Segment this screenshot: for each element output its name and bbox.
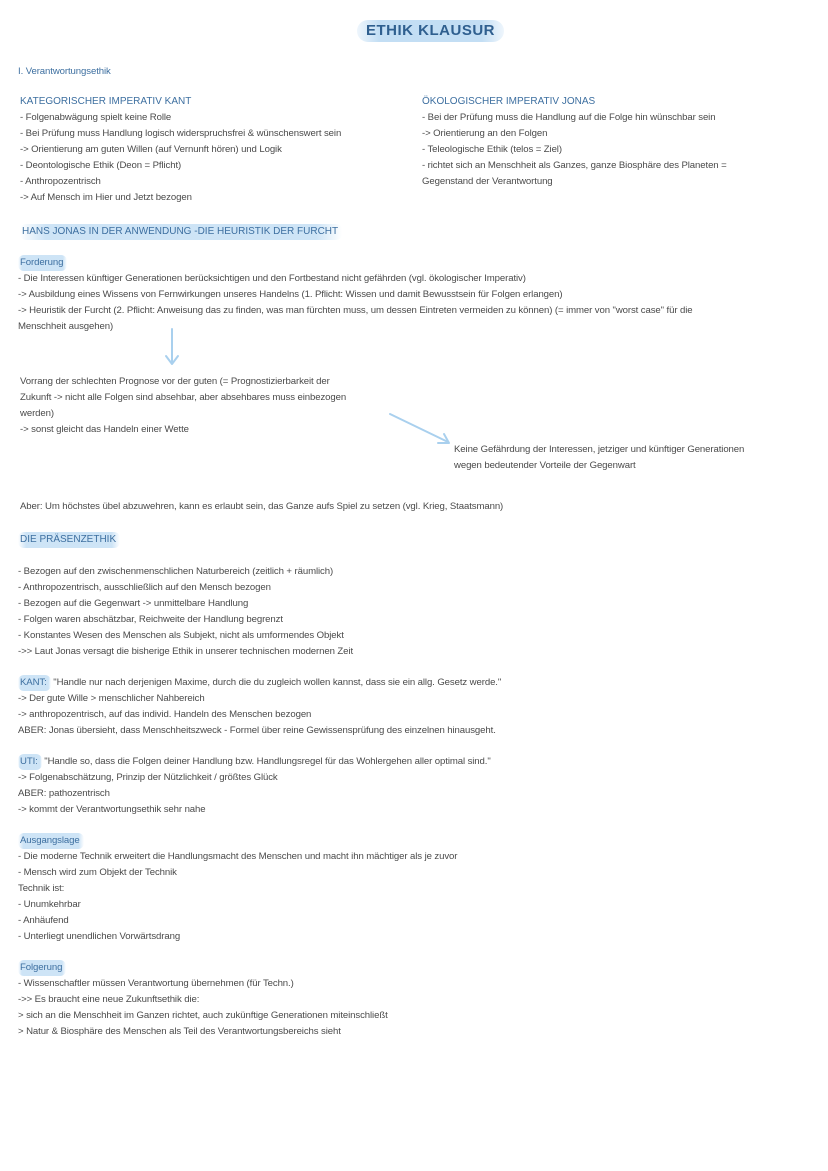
uti-line: -> Folgenabschätzung, Prinzip der Nützlichkeit / größtes Glück (18, 772, 278, 783)
anwendung-heading-text: HANS JONAS IN DER ANWENDUNG -DIE HEURISTIK DER FURCHT (20, 224, 342, 240)
kant-line: - Anthropozentrisch (20, 176, 101, 187)
forderung-line: -> Ausbildung eines Wissens von Fernwirkungen unseres Handelns (1. Pflicht: Wissen und damit Bewusstsein für Folgen erlangen) (18, 289, 563, 300)
forderung-line: Menschheit ausgehen) (18, 321, 114, 332)
jonas-line: Gegenstand der Verantwortung (422, 176, 553, 187)
ausgangslage-line: - Anhäufend (18, 915, 69, 926)
anwendung-heading (20, 224, 342, 240)
forderung-line: - Die Interessen künftiger Generationen berücksichtigen und den Fortbestand nicht gefährden (vgl. ökologischer Imperativ) (18, 273, 526, 284)
praesenz-line: - Anthropozentrisch, ausschließlich auf den Mensch bezogen (18, 582, 271, 593)
folgerung-line: > Natur & Biosphäre des Menschen als Teil des Verantwortungsbereichs sieht (18, 1026, 341, 1037)
jonas-line: -> Orientierung an den Folgen (422, 128, 548, 139)
forderung-heading-text: Forderung (18, 255, 67, 271)
folgerung-line: - Wissenschaftler müssen Verantwortung übernehmen (für Techn.) (18, 978, 294, 989)
folgerung-heading-text: Folgerung (18, 960, 66, 976)
praesenz-heading-text: DIE PRÄSENZETHIK (18, 532, 120, 548)
praesenz-line: - Bezogen auf die Gegenwart -> unmittelbare Handlung (18, 598, 249, 609)
keine-line: Keine Gefährdung der Interessen, jetziger und künftiger Generationen (454, 444, 745, 455)
ausgangslage-line: - Unumkehrbar (18, 899, 81, 910)
uti-label: UTI: (18, 754, 42, 770)
kant-line: -> Orientierung am guten Willen (auf Vernunft hören) und Logik (20, 144, 282, 155)
praesenz-line: - Folgen waren abschätzbar, Reichweite der Handlung begrenzt (18, 614, 283, 625)
kant2-line: -> anthropozentrisch, auf das individ. Handeln des Menschen bezogen (18, 709, 312, 720)
ausgangslage-line: - Die moderne Technik erweitert die Handlungsmacht des Menschen und macht ihn mächtiger als je zuvor (18, 851, 458, 862)
uti-quote: "Handle so, dass die Folgen deiner Handlung bzw. Handlungsregel für das Wohlergehen aller optimal sind." (41, 756, 491, 767)
kant-line: - Folgenabwägung spielt keine Rolle (20, 112, 172, 123)
ausgangslage-line: - Mensch wird zum Objekt der Technik (18, 867, 177, 878)
jonas-line: - Teleologische Ethik (telos = Ziel) (422, 144, 562, 155)
kant2-quote: "Handle nur nach derjenigen Maxime, durch die du zugleich wollen kannst, dass sie ein allg. Gesetz werde." (50, 677, 502, 688)
jonas-line: - Bei der Prüfung muss die Handlung auf die Folge hin wünschbar sein (422, 112, 716, 123)
kant-line: - Deontologische Ethik (Deon = Pflicht) (20, 160, 182, 171)
aber-line: Aber: Um höchstes übel abzuwehren, kann es erlaubt sein, das Ganze aufs Spiel zu setzen (vgl. Krieg, Staatsmann) (20, 501, 504, 512)
diagonal-arrow-icon (386, 408, 456, 448)
vorrang-line: werden) (20, 408, 54, 419)
uti-line: -> kommt der Verantwortungsethik sehr nahe (18, 804, 206, 815)
folgerung-line: ->> Es braucht eine neue Zukunftsethik die: (18, 994, 200, 1005)
page-title: ETHIK KLAUSUR (357, 20, 504, 42)
kant-heading: KATEGORISCHER IMPERATIV KANT (20, 96, 192, 107)
praesenz-line: ->> Laut Jonas versagt die bisherige Ethik in unserer technischen modernen Zeit (18, 646, 354, 657)
ausgangslage-line: Technik ist: (18, 883, 65, 894)
folgerung-line: > sich an die Menschheit im Ganzen richtet, auch zukünftige Generationen miteinschließt (18, 1010, 388, 1021)
vorrang-line: Zukunft -> nicht alle Folgen sind absehbar, aber absehbares muss einbezogen (20, 392, 347, 403)
forderung-line: -> Heuristik der Furcht (2. Pflicht: Anweisung das zu finden, was man fürchten muss, um dessen Eintreten vermeiden zu können) (= immer von "worst case" für die (18, 305, 693, 316)
uti-line: ABER: pathozentrisch (18, 788, 110, 799)
kant2-quote-line (18, 675, 501, 691)
kant2-line: -> Der gute Wille > menschlicher Nahbereich (18, 693, 205, 704)
folgerung-heading (18, 960, 66, 976)
kant2-line: ABER: Jonas übersieht, dass Menschheitszweck - Formel über reine Gewissensprüfung des einzelnen hinausgeht. (18, 725, 496, 736)
keine-line: wegen bedeutender Vorteile der Gegenwart (454, 460, 636, 471)
praesenz-heading (18, 532, 120, 548)
uti-quote-line (18, 754, 491, 770)
praesenz-line: - Konstantes Wesen des Menschen als Subjekt, nicht als umformendes Objekt (18, 630, 344, 641)
ausgangslage-heading-text: Ausgangslage (18, 833, 84, 849)
vorrang-line: Vorrang der schlechten Prognose vor der guten (= Prognostizierbarkeit der (20, 376, 330, 387)
kant-line: -> Auf Mensch im Hier und Jetzt bezogen (20, 192, 192, 203)
kant-line: - Bei Prüfung muss Handlung logisch widerspruchsfrei & wünschenswert sein (20, 128, 342, 139)
jonas-heading: ÖKOLOGISCHER IMPERATIV JONAS (422, 96, 596, 107)
down-arrow-icon (160, 326, 184, 368)
praesenz-line: - Bezogen auf den zwischenmenschlichen Naturbereich (zeitlich + räumlich) (18, 566, 334, 577)
ausgangslage-heading (18, 833, 84, 849)
jonas-line: - richtet sich an Menschheit als Ganzes, ganze Biosphäre des Planeten = (422, 160, 727, 171)
ausgangslage-line: - Unterliegt unendlichen Vorwärtsdrang (18, 931, 181, 942)
vorrang-line: -> sonst gleicht das Handeln einer Wette (20, 424, 189, 435)
forderung-heading (18, 255, 67, 271)
kant2-label: KANT: (18, 675, 51, 691)
section-heading-verantwortungsethik: I. Verantwortungsethik (18, 66, 111, 77)
